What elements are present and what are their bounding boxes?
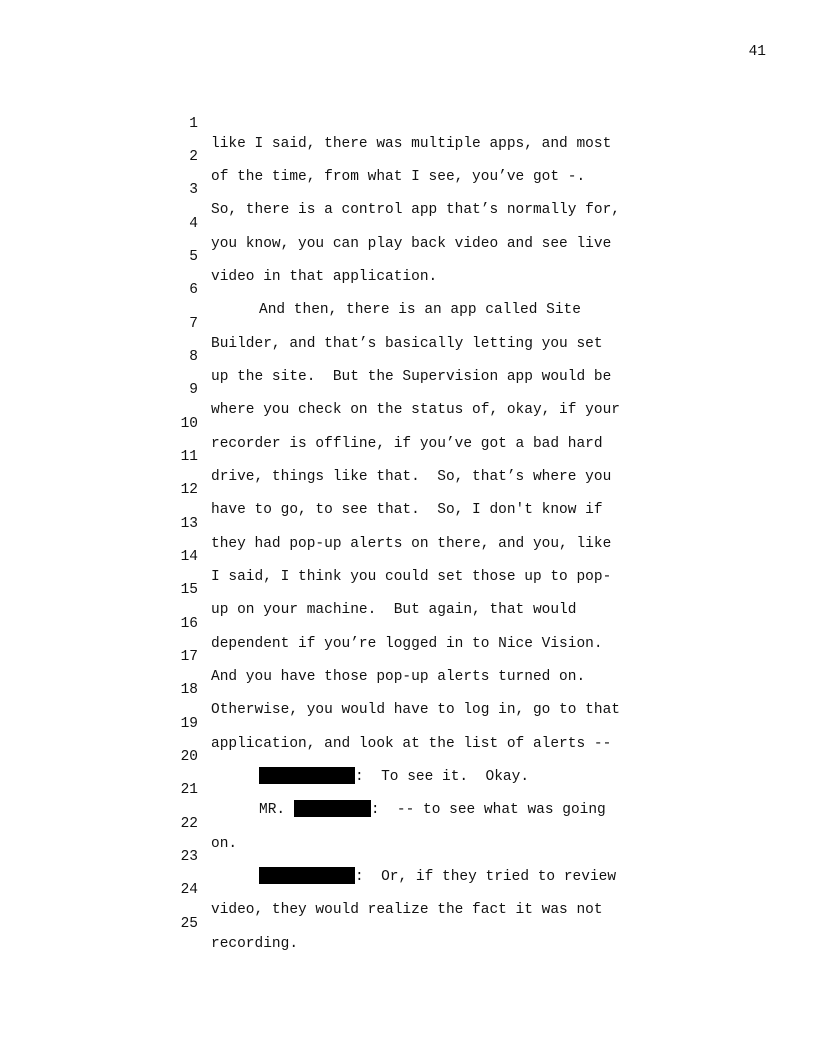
transcript-line	[0, 827, 816, 885]
line-number: 24	[180, 882, 198, 898]
line-number: 18	[180, 682, 198, 698]
line-text-content: : To see it. Okay.	[355, 769, 530, 785]
line-number: 20	[180, 749, 198, 765]
line-number: 4	[189, 216, 198, 232]
transcript-line	[0, 760, 816, 818]
line-number: 16	[180, 616, 198, 632]
transcript-line	[0, 794, 816, 852]
line-text: And you have those pop-up alerts turned on.	[211, 669, 586, 685]
line-text: Builder, and that’s basically letting you set	[211, 336, 603, 352]
line-number: 22	[180, 816, 198, 832]
line-text: they had pop-up alerts on there, and you, like	[211, 536, 612, 552]
line-number: 14	[180, 549, 198, 565]
line-text-content: : -- to see what was going	[370, 802, 606, 818]
line-text: So, there is a control app that’s normally for,	[211, 202, 620, 218]
transcript-line	[0, 894, 816, 952]
line-text: of the time, from what I see, you’ve got -.	[211, 169, 586, 185]
transcript-line	[0, 394, 816, 452]
line-number: 3	[189, 182, 198, 198]
line-number: 12	[180, 482, 198, 498]
speaker-prefix: MR.	[259, 802, 294, 818]
transcript-line	[0, 294, 816, 352]
line-number: 23	[180, 849, 198, 865]
line-text: like I said, there was multiple apps, and most	[211, 136, 612, 152]
line-number: 13	[180, 516, 198, 532]
line-text: have to go, to see that. So, I don't know if	[211, 502, 603, 518]
line-number: 7	[189, 316, 198, 332]
transcript-line	[0, 627, 816, 685]
line-number: 15	[180, 582, 198, 598]
line-text: video, they would realize the fact it was not	[211, 902, 603, 918]
transcript-line	[0, 527, 816, 585]
transcript-line	[0, 227, 816, 285]
transcript-line	[0, 860, 816, 918]
line-number: 11	[180, 449, 198, 465]
line-number: 25	[180, 916, 198, 932]
line-number: 2	[189, 149, 198, 165]
transcript-line	[0, 127, 816, 185]
line-text: drive, things like that. So, that’s where you	[211, 469, 612, 485]
line-text: recording.	[211, 936, 299, 952]
line-text-content: : Or, if they tried to review	[355, 869, 617, 885]
transcript-line	[0, 460, 816, 518]
line-number: 5	[189, 249, 198, 265]
line-number: 21	[180, 782, 198, 798]
transcript-line	[0, 360, 816, 418]
transcript-line	[0, 260, 816, 318]
line-text: up the site. But the Supervision app would be	[211, 369, 612, 385]
line-text: video in that application.	[211, 269, 438, 285]
transcript-line	[0, 660, 816, 718]
line-text: where you check on the status of, okay, if your	[211, 402, 620, 418]
line-text: application, and look at the list of alerts --	[211, 736, 612, 752]
transcript-line	[0, 560, 816, 618]
line-text: dependent if you’re logged in to Nice Vision.	[211, 636, 603, 652]
line-text-content: And then, there is an app called Site	[259, 302, 581, 318]
transcript-line	[0, 194, 816, 252]
line-text: recorder is offline, if you’ve got a bad hard	[211, 436, 603, 452]
line-number: 17	[180, 649, 198, 665]
transcript-line	[0, 494, 816, 552]
transcript-line	[0, 427, 816, 485]
transcript-line	[0, 594, 816, 652]
transcript-line	[0, 694, 816, 752]
line-text: you know, you can play back video and see live	[211, 236, 612, 252]
line-text: I said, I think you could set those up to pop-	[211, 569, 612, 585]
line-text: on.	[211, 836, 238, 852]
line-number: 6	[189, 282, 198, 298]
transcript-line	[0, 94, 816, 152]
line-number: 10	[180, 416, 198, 432]
transcript-line	[0, 727, 816, 785]
line-number: 19	[180, 716, 198, 732]
transcript-line	[0, 327, 816, 385]
transcript-line	[0, 160, 816, 218]
line-text: Otherwise, you would have to log in, go to that	[211, 702, 620, 718]
line-number: 8	[189, 349, 198, 365]
page-number: 41	[748, 44, 766, 60]
line-text: up on your machine. But again, that would	[211, 602, 577, 618]
line-number: 1	[189, 116, 198, 132]
line-number: 9	[189, 382, 198, 398]
